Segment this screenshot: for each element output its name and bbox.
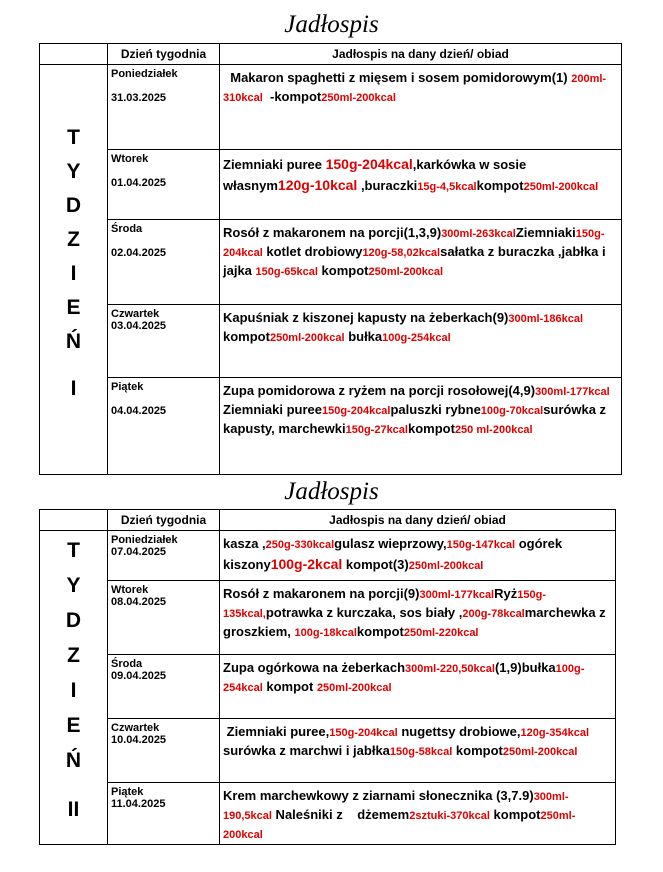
day-cell bbox=[108, 220, 220, 305]
calorie-value: 300ml-220,50kcal bbox=[405, 663, 495, 675]
day-name: Czwartek bbox=[111, 308, 160, 320]
table-header bbox=[40, 44, 622, 65]
week-letter: Y bbox=[66, 160, 81, 183]
table-header bbox=[40, 510, 616, 531]
week-letter: I bbox=[70, 377, 77, 400]
header-menu: Jadłospis na dany dzień/ obiad bbox=[220, 44, 622, 65]
meal-text: kompot bbox=[356, 623, 404, 639]
calorie-value: 2sztuki-370kcal bbox=[409, 809, 490, 822]
meal-text: Naleśniki z dżemem bbox=[271, 806, 410, 822]
calorie-value: 150g-27kcal bbox=[345, 423, 408, 436]
meal-text: ,karkówka w sosie własnym bbox=[223, 157, 530, 193]
day-cell bbox=[108, 378, 220, 475]
meal-cell bbox=[220, 65, 622, 150]
meal-text: kompot bbox=[223, 310, 587, 344]
calorie-value: 300ml-263kcal bbox=[441, 228, 516, 240]
meal-text: Kapuśniak z kiszonej kapusty na żeberkach(9) bbox=[223, 310, 509, 325]
calorie-value: 300ml-177kcal bbox=[535, 386, 610, 398]
calorie-value: 250ml-200kcal bbox=[316, 681, 392, 694]
meal-text: Rosół z makaronem na porcji(9) bbox=[223, 586, 420, 601]
week-letter: D bbox=[65, 194, 82, 217]
calorie-value: 120g-354kcal bbox=[520, 727, 590, 739]
meal-text: Ziemniaki puree bbox=[223, 157, 326, 172]
calorie-value: 120g-10kcal bbox=[277, 176, 358, 193]
meal-text: kompot bbox=[317, 262, 369, 278]
day-row bbox=[40, 581, 616, 655]
week-letter: Z bbox=[67, 228, 80, 251]
calorie-value: 100g-70kcal bbox=[480, 404, 544, 417]
day-name: Wtorek bbox=[111, 584, 149, 596]
meal-cell bbox=[220, 220, 622, 305]
meal-text: Ryż bbox=[494, 586, 518, 601]
day-date: 03.04.2025 bbox=[111, 320, 167, 332]
calorie-value: 300ml-177kcal bbox=[419, 589, 495, 601]
week-letter: T bbox=[67, 126, 80, 149]
week-letter: Ń bbox=[65, 749, 82, 773]
day-date: 09.04.2025 bbox=[111, 670, 167, 682]
calorie-value: 300ml-190,5kcal bbox=[223, 791, 569, 822]
day-name: Poniedziałek bbox=[111, 534, 178, 546]
day-row bbox=[40, 719, 616, 783]
week-letter: Ń bbox=[65, 330, 82, 353]
week-letter: E bbox=[66, 714, 81, 738]
week-label bbox=[40, 65, 108, 475]
meal-text: sałatka z buraczka ,jabłka i jajka bbox=[223, 243, 610, 278]
week-letter: T bbox=[67, 539, 80, 563]
header-corner bbox=[40, 44, 108, 65]
calorie-value: 100g-2kcal bbox=[270, 555, 343, 572]
calorie-value: 100g-18kcal bbox=[294, 626, 357, 639]
meal-text: bułka bbox=[344, 328, 383, 344]
day-date: 04.04.2025 bbox=[111, 405, 167, 417]
calorie-value: 150g-204kcal bbox=[223, 228, 605, 259]
day-date: 10.04.2025 bbox=[111, 734, 167, 746]
day-row bbox=[40, 655, 616, 719]
header-menu: Jadłospis na dany dzień/ obiad bbox=[220, 510, 616, 531]
day-name: Piątek bbox=[111, 381, 144, 393]
meal-text: kompot bbox=[452, 742, 503, 758]
meal-text: kotlet drobiowy bbox=[262, 243, 363, 259]
menu-table-week-1 bbox=[39, 43, 622, 475]
meal-text: (1,9)bułka bbox=[494, 660, 556, 675]
calorie-value: 150g-65kcal bbox=[255, 265, 318, 278]
calorie-value: 150g-147kcal bbox=[446, 539, 516, 551]
day-name: Środa bbox=[111, 658, 143, 670]
calorie-value: 250ml-200kcal bbox=[502, 745, 578, 758]
day-cell bbox=[108, 305, 220, 378]
calorie-value: 15g-4,5kcal bbox=[417, 180, 477, 193]
calorie-value: 150g-135kcal, bbox=[223, 589, 546, 620]
calorie-value: 250 ml-200kcal bbox=[454, 423, 533, 436]
meal-text: kompot bbox=[262, 678, 317, 694]
header-day: Dzień tygodnia bbox=[108, 510, 220, 531]
week-letter: I bbox=[70, 262, 77, 285]
calorie-value: 250ml-200kcal bbox=[523, 180, 599, 193]
calorie-value: 200ml-310kcal bbox=[223, 73, 607, 104]
calorie-value: 150g-204kcal bbox=[321, 404, 391, 417]
day-cell bbox=[108, 655, 220, 719]
meal-text: paluszki rybne bbox=[390, 401, 481, 417]
calorie-value: 250ml-200kcal bbox=[408, 559, 484, 572]
day-row bbox=[40, 378, 622, 475]
calorie-value: 250ml-200kcal bbox=[269, 331, 345, 344]
meal-text: Krem marchewkowy z ziarnami słonecznika (3,7.9) bbox=[223, 788, 534, 803]
meal-text: -kompot bbox=[262, 88, 322, 104]
day-row bbox=[40, 150, 622, 220]
meal-text: Ziemniaki puree, bbox=[223, 724, 330, 739]
meal-cell bbox=[220, 305, 622, 378]
day-row bbox=[40, 531, 616, 581]
day-row bbox=[40, 783, 616, 845]
calorie-value: 300ml-186kcal bbox=[508, 313, 584, 325]
meal-cell bbox=[220, 150, 622, 220]
meal-cell bbox=[220, 783, 616, 845]
day-row bbox=[40, 220, 622, 305]
week-letter: I bbox=[70, 679, 77, 703]
calorie-value: 250ml-200kcal bbox=[223, 809, 576, 841]
meal-text: ,buraczki bbox=[357, 177, 418, 193]
meal-cell bbox=[220, 655, 616, 719]
meal-text: Rosół z makaronem na porcji(1,3,9) bbox=[223, 225, 442, 240]
day-date: 07.04.2025 bbox=[111, 546, 167, 558]
week-letter: II bbox=[67, 798, 80, 822]
day-date: 01.04.2025 bbox=[111, 177, 167, 189]
week-label bbox=[40, 531, 108, 845]
menu-table-week-2 bbox=[39, 509, 616, 845]
meal-text: surówka z kapusty, marchewki bbox=[223, 401, 610, 436]
day-name: Wtorek bbox=[111, 153, 149, 165]
day-name: Środa bbox=[111, 223, 143, 235]
meal-text: kompot bbox=[489, 806, 541, 822]
page-title-week-1: Jadłospis bbox=[284, 11, 379, 38]
meal-text: Ziemniaki puree bbox=[223, 383, 614, 417]
day-name: Poniedziałek bbox=[111, 68, 178, 80]
week-letter: Y bbox=[66, 574, 81, 598]
meal-cell bbox=[220, 581, 616, 655]
week-letter: D bbox=[65, 609, 82, 633]
meal-text: gulasz wieprzowy, bbox=[334, 536, 447, 551]
header-day: Dzień tygodnia bbox=[108, 44, 220, 65]
calorie-value: 250ml-220kcal bbox=[403, 626, 479, 639]
week-letter: E bbox=[66, 296, 81, 319]
day-name: Piątek bbox=[111, 786, 144, 798]
meal-text: surówka z marchwi i jabłka bbox=[223, 724, 593, 758]
calorie-value: 100g-254kcal bbox=[223, 663, 585, 694]
meal-text: Makaron spaghetti z mięsem i sosem pomidorowym(1) bbox=[223, 70, 572, 85]
day-date: 08.04.2025 bbox=[111, 596, 167, 608]
day-row bbox=[40, 305, 622, 378]
day-cell bbox=[108, 150, 220, 220]
meal-cell bbox=[220, 719, 616, 783]
day-date: 02.04.2025 bbox=[111, 247, 167, 259]
header-corner bbox=[40, 510, 108, 531]
day-name: Czwartek bbox=[111, 722, 160, 734]
meal-text: Zupa ogórkowa na żeberkach bbox=[223, 660, 406, 675]
day-cell bbox=[108, 65, 220, 150]
meal-text: Zupa pomidorowa z ryżem na porcji rosołowej(4,9) bbox=[223, 383, 536, 398]
day-cell bbox=[108, 531, 220, 581]
meal-text: ogórek kiszony bbox=[223, 536, 566, 572]
day-cell bbox=[108, 719, 220, 783]
day-cell bbox=[108, 581, 220, 655]
meal-text: kompot bbox=[407, 420, 455, 436]
meal-text: Ziemniaki bbox=[515, 225, 576, 240]
calorie-value: 250g-330kcal bbox=[265, 539, 335, 551]
meal-text: marchewka z groszkiem, bbox=[223, 604, 610, 639]
meal-text: kompot(3) bbox=[342, 556, 409, 572]
day-cell bbox=[108, 783, 220, 845]
week-letter: Z bbox=[67, 644, 80, 668]
meal-cell bbox=[220, 378, 622, 475]
meal-text: nugettsy drobiowe, bbox=[397, 724, 521, 739]
calorie-value: 200g-78kcal bbox=[462, 607, 525, 620]
meal-cell bbox=[220, 531, 616, 581]
meal-text: kasza , bbox=[223, 536, 266, 551]
calorie-value: 150g-204kcal bbox=[329, 727, 398, 739]
calorie-value: 150g-204kcal bbox=[325, 156, 413, 172]
calorie-value: 250ml-200kcal bbox=[368, 265, 444, 278]
calorie-value: 250ml-200kcal bbox=[321, 91, 396, 104]
meal-text: potrawka z kurczaka, sos biały , bbox=[265, 604, 463, 620]
day-date: 31.03.2025 bbox=[111, 92, 167, 104]
calorie-value: 120g-58,02kcal bbox=[362, 246, 441, 259]
calorie-value: 150g-58kcal bbox=[389, 745, 453, 758]
meal-text: kompot bbox=[476, 177, 524, 193]
page-title-week-2: Jadłospis bbox=[284, 478, 379, 505]
day-row bbox=[40, 65, 622, 150]
calorie-value: 100g-254kcal bbox=[382, 331, 451, 344]
day-date: 11.04.2025 bbox=[111, 798, 166, 810]
